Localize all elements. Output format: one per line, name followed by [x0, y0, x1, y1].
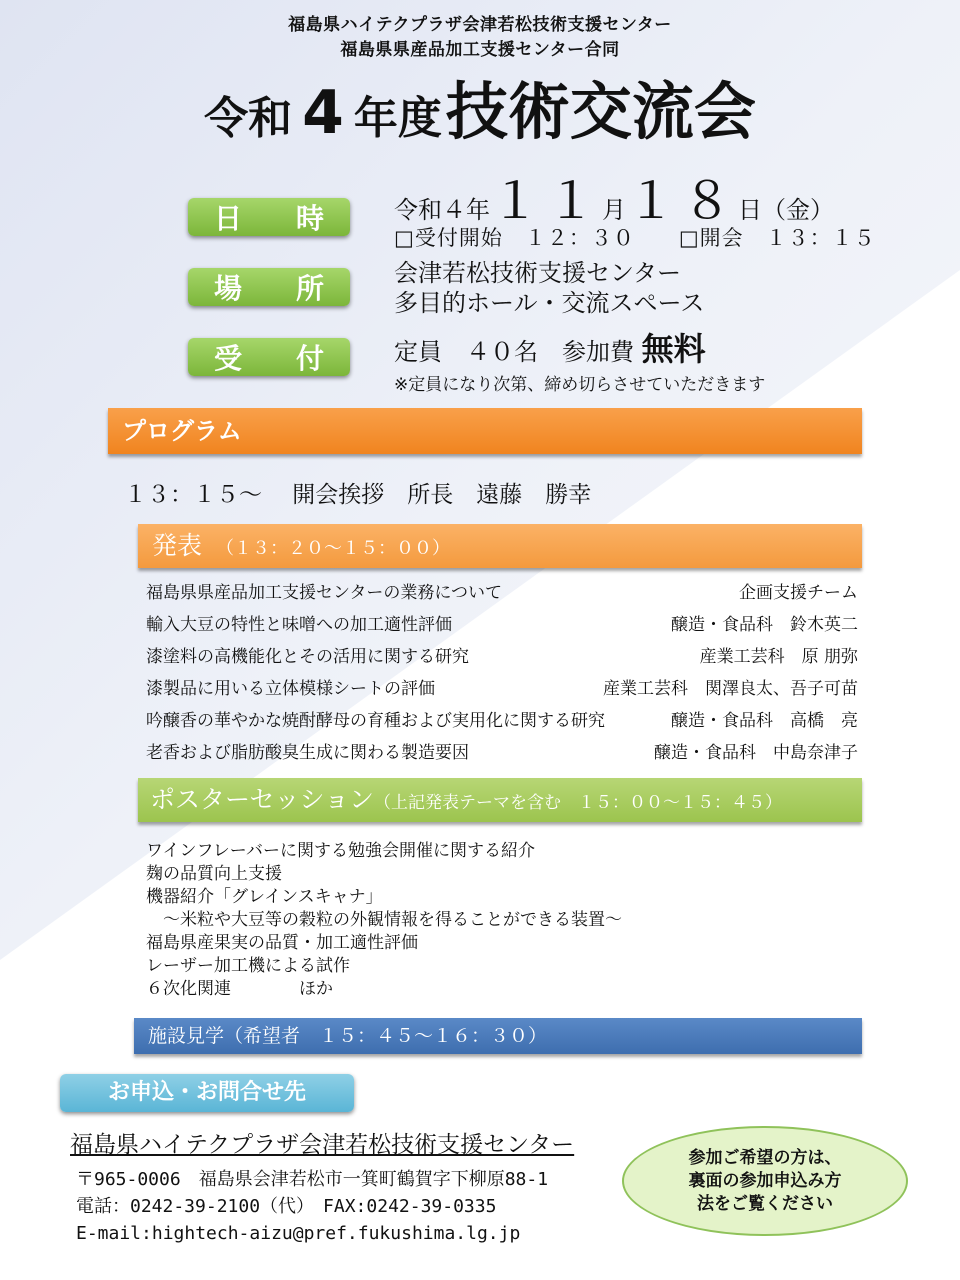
presentation-presenter: 企画支援チーム	[739, 583, 858, 603]
contact-address: 〒965-0006 福島県会津若松市一箕町鶴賀字下柳原88-1	[76, 1169, 549, 1190]
presentations-heading	[138, 524, 862, 568]
capacity-fee	[394, 330, 706, 368]
presentation-presenter: 醸造・食品科 高橋 亮	[671, 711, 858, 731]
application-callout	[622, 1126, 908, 1236]
presentation-presenter: 醸造・食品科 鈴木英二	[671, 615, 858, 635]
list-item: 機器紹介「グレインスキャナ」	[146, 887, 383, 907]
date-day: １８	[626, 172, 738, 230]
capacity-text: 定員 ４０名 参加費	[394, 338, 634, 366]
contact-org-name: 福島県ハイテクプラザ会津若松技術支援センター	[70, 1132, 575, 1158]
place-line-1: 会津若松技術支援センター	[394, 259, 682, 287]
title-year: 4	[302, 78, 344, 148]
presentation-topic: 福島県県産品加工支援センターの業務について	[146, 583, 502, 603]
list-item: ～米粒や大豆等の穀粒の外観情報を得ることができる装置～	[146, 910, 622, 930]
presentations-time: （１３：２０～１５：００）	[216, 538, 451, 559]
callout-line-3: 法をご覧ください	[697, 1193, 833, 1214]
list-item	[146, 582, 858, 604]
contact-heading: お申込・お問合せ先	[60, 1074, 354, 1112]
poster-heading	[138, 778, 862, 822]
contact-email: E-mail:hightech-aizu@pref.fukushima.lg.jp	[76, 1223, 521, 1244]
presentation-topic: 漆塗料の高機能化とその活用に関する研究	[146, 647, 469, 667]
fee-free: 無料	[641, 330, 706, 368]
presentation-presenter: 産業工芸科 関澤良太、吾子可苗	[603, 679, 858, 699]
list-item	[146, 710, 858, 732]
list-item: ワインフレーバーに関する勉強会開催に関する紹介	[146, 841, 535, 861]
list-item: ６次化関連 ほか	[146, 979, 333, 999]
list-item: 福島県産果実の品質・加工適性評価	[146, 933, 418, 953]
presentation-topic: 輸入大豆の特性と味噌への加工適性評価	[146, 615, 452, 635]
reception-label	[188, 338, 350, 376]
presentation-topic: 吟醸香の華やかな焼酎酵母の育種および実用化に関する研究	[146, 711, 605, 731]
presentation-topic: 老香および脂肪酸臭生成に関わる製造要因	[146, 743, 469, 763]
reception-time: □受付開始 １２：３０ □開会 １３：１５	[394, 226, 876, 250]
program-heading: プログラム	[108, 408, 862, 454]
place-label	[188, 268, 350, 306]
list-item	[146, 678, 858, 700]
opening-remarks: １３：１５～ 開会挨拶 所長 遠藤 勝幸	[124, 482, 592, 508]
facility-tour-bar: 施設見学（希望者 １５：４５～１６：３０）	[134, 1018, 862, 1054]
event-date	[394, 172, 834, 230]
date-month: １１	[490, 172, 602, 230]
callout-line-1: 参加ご希望の方は、	[688, 1147, 842, 1168]
organizer-line-1: 福島県ハイテクプラザ会津若松技術支援センター	[288, 15, 672, 35]
place-label-char-2: 所	[295, 272, 324, 305]
place-line-2: 多目的ホール・交流スペース	[394, 289, 705, 317]
contact-phone: 電話：0242-39-2100（代） FAX:0242-39-0335	[76, 1196, 497, 1217]
datetime-label-char-2: 時	[295, 202, 324, 235]
list-item	[146, 742, 858, 764]
poster-title: ポスターセッション	[150, 785, 375, 814]
date-month-unit: 月	[602, 196, 626, 224]
poster-subtitle: （上記発表テーマを含む １５：００～１５：４５）	[374, 793, 783, 813]
callout-line-2: 裏面の参加申込み方	[688, 1170, 842, 1191]
page-title	[0, 75, 960, 160]
organizer-line-2: 福島県県産品加工支援センター合同	[340, 40, 620, 60]
title-era: 令和	[204, 93, 293, 144]
presentations-title: 発表	[152, 531, 203, 560]
presentation-list	[146, 582, 858, 764]
presentation-presenter: 産業工芸科 原 朋弥	[699, 647, 858, 667]
list-item	[146, 614, 858, 636]
datetime-label	[188, 198, 350, 236]
presentation-presenter: 醸造・食品科 中島奈津子	[654, 743, 858, 763]
date-day-unit: 日（金）	[738, 196, 834, 224]
list-item: レーザー加工機による試作	[146, 956, 350, 976]
title-nendo: 年度	[353, 93, 442, 144]
datetime-label-char-1: 日	[214, 202, 243, 235]
poster-list	[146, 840, 622, 1001]
list-item	[146, 646, 858, 668]
capacity-note: ※定員になり次第、締め切らさせていただきます	[394, 375, 766, 395]
reception-label-char-1: 受	[214, 342, 243, 375]
list-item: 麹の品質向上支援	[146, 864, 282, 884]
presentation-topic: 漆製品に用いる立体模様シートの評価	[146, 679, 435, 699]
place-label-char-1: 場	[214, 272, 243, 305]
reception-label-char-2: 付	[295, 342, 324, 375]
date-prefix: 令和４年	[394, 196, 490, 224]
title-main: 技術交流会	[445, 75, 756, 148]
